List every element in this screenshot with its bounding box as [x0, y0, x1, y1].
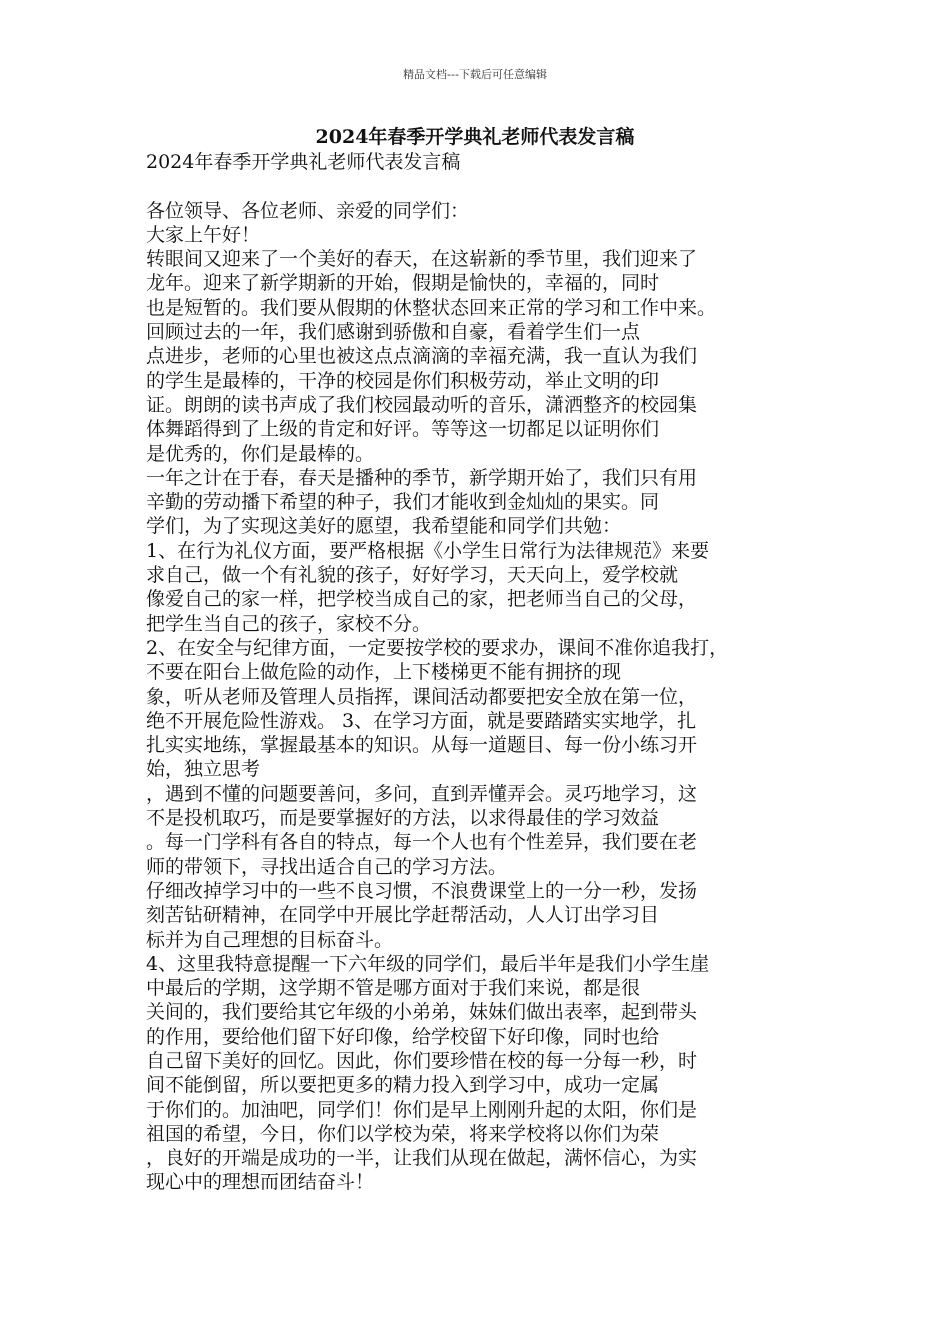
text-line: ，良好的开端是成功的一半，让我们从现在做起，满怀信心，为实	[146, 1147, 698, 1170]
text-line: 也是短暂的。我们要从假期的休整状态回来正常的学习和工作中来。	[146, 296, 717, 319]
blank-line	[146, 174, 826, 198]
text-line: 于你们的。加油吧，同学们！你们是早上刚刚升起的太阳，你们是	[146, 1098, 698, 1121]
text-line: ，遇到不懂的问题要善问，多问，直到弄懂弄会。灵巧地学习，这	[146, 782, 698, 805]
text-line: 点进步，老师的心里也被这点点滴滴的幸福充满，我一直认为我们	[146, 345, 698, 368]
text-line: 中最后的学期，这学期不管是哪方面对于我们来说，都是很	[146, 977, 641, 1000]
document-body	[146, 150, 826, 1195]
text-line: 始，独立思考	[146, 758, 261, 781]
text-line: 绝不开展危险性游戏。 3、在学习方面，就是要踏踏实实地学，扎	[146, 709, 697, 732]
text-line: 自己留下美好的回忆。因此，你们要珍惜在校的每一分每一秒，时	[146, 1049, 698, 1072]
text-line: 4、这里我特意提醒一下六年级的同学们，最后半年是我们小学生崖	[146, 952, 710, 975]
text-line: 的作用，要给他们留下好印像，给学校留下好印像，同时也给	[146, 1025, 660, 1048]
text-line: 回顾过去的一年，我们感谢到骄傲和自豪，看着学生们一点	[146, 321, 641, 344]
text-line: 像爱自己的家一样，把学校当成自己的家，把老师当自己的父母，	[146, 588, 698, 611]
text-line: 2、在安全与纪律方面，一定要按学校的要求办，课间不准你追我打，	[146, 636, 729, 659]
page-header: 精品文档---下载后可任意编辑	[403, 68, 547, 81]
text-line: 把学生当自己的孩子，家校不分。	[146, 612, 432, 635]
text-line: 证。朗朗的读书声成了我们校园最动听的音乐，潇洒整齐的校园集	[146, 393, 698, 416]
text-line: 体舞蹈得到了上级的肯定和好评。等等这一切都足以证明你们	[146, 418, 660, 441]
text-line: 不是投机取巧，而是要掌握好的方法，以求得最佳的学习效益	[146, 807, 660, 830]
text-line: 祖国的希望，今日，你们以学校为荣，将来学校将以你们为荣	[146, 1122, 660, 1145]
text-line: 间不能倒留，所以要把更多的精力投入到学习中，成功一定属	[146, 1074, 660, 1097]
text-line: 。每一门学科有各自的特点，每一个人也有个性差异，我们要在老	[146, 831, 698, 854]
body-lines	[146, 199, 826, 1195]
text-line: 的学生是最棒的，干净的校园是你们积极劳动，举止文明的印	[146, 369, 660, 392]
text-line: 各位领导、各位老师、亲爱的同学们：	[146, 199, 470, 222]
text-line: 关间的，我们要给其它年级的小弟弟，妹妹们做出表率，起到带头	[146, 1001, 698, 1024]
text-line: 象，听从老师及管理人员指挥，课间活动都要把安全放在第一位，	[146, 685, 698, 708]
document-title: 2024年春季开学典礼老师代表发言稿	[315, 126, 635, 148]
text-line: 转眼间又迎来了一个美好的春天，在这崭新的季节里，我们迎来了	[146, 248, 698, 271]
text-line: 一年之计在于春，春天是播种的季节，新学期开始了，我们只有用	[146, 466, 698, 489]
text-line: 是优秀的，你们是最棒的。	[146, 442, 375, 465]
text-line: 学们，为了实现这美好的愿望，我希望能和同学们共勉：	[146, 515, 622, 538]
text-line: 仔细改掉学习中的一些不良习惯，不浪费课堂上的一分一秒，发扬	[146, 879, 698, 902]
text-line: 现心中的理想而团结奋斗！	[146, 1171, 375, 1194]
text-line: 辛勤的劳动播下希望的种子，我们才能收到金灿灿的果实。同	[146, 491, 660, 514]
document-subtitle: 2024年春季开学典礼老师代表发言稿	[146, 151, 461, 173]
text-line: 师的带领下，寻找出适合自己的学习方法。	[146, 855, 508, 878]
text-line: 1、在行为礼仪方面，要严格根据《小学生日常行为法律规范》来要	[146, 539, 710, 562]
text-line: 大家上午好！	[146, 223, 261, 246]
text-line: 扎实实地练，掌握最基本的知识。从每一道题目、每一份小练习开	[146, 734, 698, 757]
text-line: 刻苦钻研精神，在同学中开展比学赶帮活动，人人订出学习目	[146, 904, 660, 927]
text-line: 不要在阳台上做危险的动作，上下楼梯更不能有拥挤的现	[146, 661, 622, 684]
text-line: 求自己，做一个有礼貌的孩子，好好学习，天天向上，爱学校就	[146, 564, 679, 587]
text-line: 标并为自己理想的目标奋斗。	[146, 928, 394, 951]
text-line: 龙年。迎来了新学期新的开始，假期是愉快的，幸福的，同时	[146, 272, 660, 295]
